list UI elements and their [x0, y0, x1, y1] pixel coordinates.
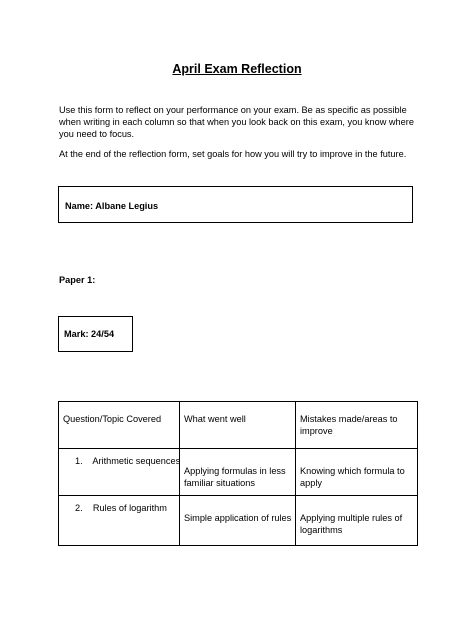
cell-went-well: Simple application of rules: [180, 496, 296, 546]
table-row: [59, 449, 418, 496]
cell-went-well: Applying formulas in less familiar situations: [180, 449, 296, 496]
paper-label: Paper 1:: [59, 275, 96, 285]
table-header-row: [59, 402, 418, 449]
cell-mistakes: Knowing which formula to apply: [296, 449, 418, 496]
name-box: [58, 186, 413, 223]
header-went-well: What went well: [180, 402, 296, 449]
reflection-table: [58, 401, 418, 546]
mark-field: Mark: 24/54: [64, 329, 115, 339]
mark-box: [58, 316, 133, 352]
intro-paragraph: Use this form to reflect on your performance on your exam. Be as specific as possible when writing in each column so that when you look back on this exam, you know where you need to focus.: [59, 105, 414, 139]
name-field: Name: Albane Legius: [65, 201, 159, 211]
page-title: April Exam Reflection: [172, 62, 302, 76]
table-row: [59, 496, 418, 546]
cell-topic: 1. Arithmetic sequences: [59, 449, 180, 496]
cell-mistakes: Applying multiple rules of logarithms: [296, 496, 418, 546]
header-topic: Question/Topic Covered: [59, 402, 180, 449]
header-mistakes: Mistakes made/areas to improve: [296, 402, 418, 449]
goals-paragraph: At the end of the reflection form, set goals for how you will try to improve in the future.: [59, 149, 407, 159]
cell-topic: 2. Rules of logarithm: [59, 496, 180, 546]
